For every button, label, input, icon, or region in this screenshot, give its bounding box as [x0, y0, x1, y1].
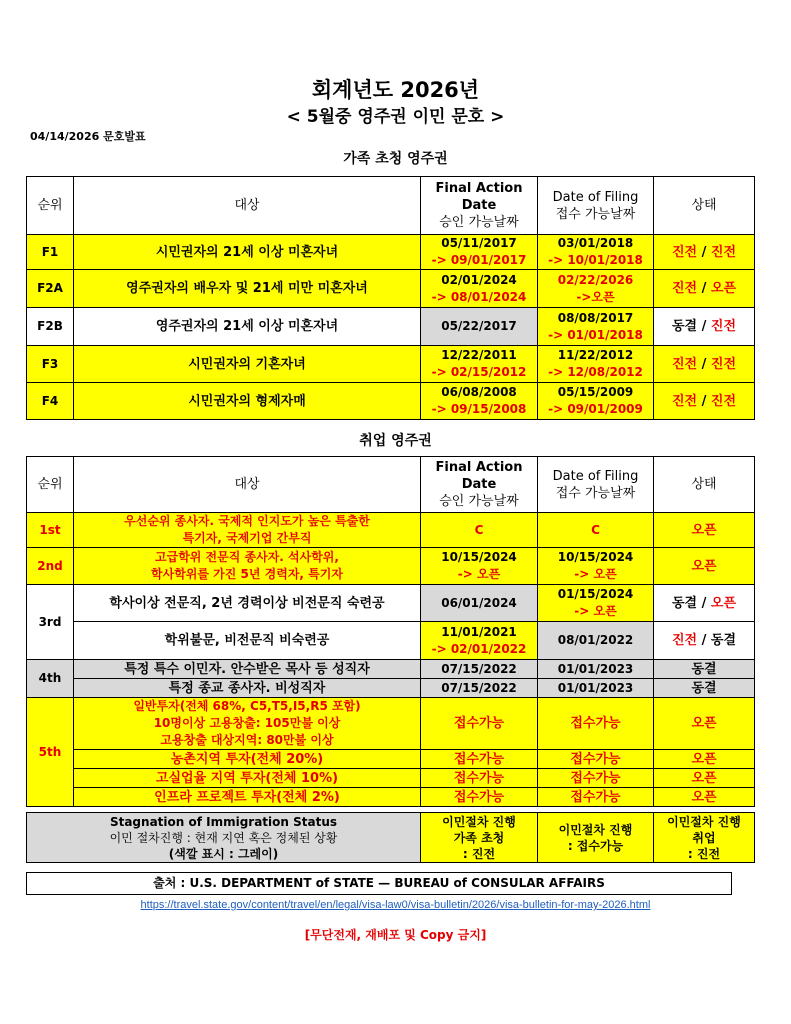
dof-cell: 08/01/2022 — [538, 622, 654, 660]
family-table — [26, 176, 755, 420]
table-row — [27, 698, 755, 750]
table-row — [27, 788, 755, 807]
dof-cell: 01/01/2023 — [538, 679, 654, 698]
table-row — [27, 622, 755, 660]
stagnation-legend-table — [26, 812, 755, 863]
status-cell: 진전 / 오픈 — [654, 270, 755, 308]
status-cell: 오픈 — [654, 788, 755, 807]
target-cell: 영주권자의 배우자 및 21세 미만 미혼자녀 — [74, 270, 421, 308]
rank-cell: 5th — [27, 698, 74, 807]
dof-cell: 01/15/2024 -> 오픈 — [538, 585, 654, 622]
table-row — [27, 346, 755, 383]
rank-header: 순위 — [27, 177, 74, 235]
rank-cell: 1st — [27, 513, 74, 548]
dof-header: Date of Filing 접수 가능날짜 — [538, 177, 654, 235]
table-row — [27, 585, 755, 622]
fad-cell: 05/22/2017 — [421, 308, 538, 346]
rank-cell: 3rd — [27, 585, 74, 660]
dof-cell: 접수가능 — [538, 788, 654, 807]
fad-cell: 05/11/2017 -> 09/01/2017 — [421, 235, 538, 270]
status-header: 상태 — [654, 177, 755, 235]
legend-employment-progress: 이민절차 진행 취업 : 진전 — [654, 813, 755, 863]
target-cell: 인프라 프로젝트 투자(전체 2%) — [74, 788, 421, 807]
fad-cell: 접수가능 — [421, 769, 538, 788]
fad-cell: 접수가능 — [421, 788, 538, 807]
table-row — [27, 513, 755, 548]
target-cell: 우선순위 종사자. 국제적 인지도가 높은 특출한 특기자, 국제기업 간부직 — [74, 513, 421, 548]
target-cell: 학사이상 전문직, 2년 경력이상 비전문직 숙련공 — [74, 585, 421, 622]
announce-date: 04/14/2026 문호발표 — [30, 130, 146, 143]
copyright-notice: [무단전재, 재배포 및 Copy 금지] — [304, 928, 487, 942]
table-row — [27, 750, 755, 769]
status-cell: 진전 / 동결 — [654, 622, 755, 660]
fad-cell: 07/15/2022 — [421, 679, 538, 698]
target-cell: 시민권자의 21세 이상 미혼자녀 — [74, 235, 421, 270]
rank-cell: F1 — [27, 235, 74, 270]
rank-cell: F4 — [27, 383, 74, 420]
fad-cell: 02/01/2024 -> 08/01/2024 — [421, 270, 538, 308]
table-row — [27, 660, 755, 679]
target-cell: 농촌지역 투자(전체 20%) — [74, 750, 421, 769]
target-cell: 특정 종교 종사자. 비성직자 — [74, 679, 421, 698]
status-cell: 동결 / 진전 — [654, 308, 755, 346]
status-cell: 동결 — [654, 660, 755, 679]
fad-header: Final Action Date 승인 가능날짜 — [421, 177, 538, 235]
dof-cell: 03/01/2018 -> 10/01/2018 — [538, 235, 654, 270]
legend-row — [27, 813, 755, 863]
dof-cell: 접수가능 — [538, 698, 654, 750]
dof-cell: 11/22/2012 -> 12/08/2012 — [538, 346, 654, 383]
dof-cell: 02/22/2026 ->오픈 — [538, 270, 654, 308]
page-title: 회계년도 2026년 — [311, 78, 480, 102]
page-subtitle: < 5월중 영주권 이민 문호 > — [286, 107, 505, 127]
status-cell: 동결 — [654, 679, 755, 698]
dof-cell: 접수가능 — [538, 769, 654, 788]
rank-cell: 2nd — [27, 548, 74, 585]
fad-cell: 07/15/2022 — [421, 660, 538, 679]
source-link[interactable]: https://travel.state.gov/content/travel/en/legal/visa-law0/visa-bulletin/2026/visa-bulletin-for-may-2026.html — [140, 899, 651, 911]
table-row — [27, 235, 755, 270]
rank-header: 순위 — [27, 457, 74, 513]
target-cell: 시민권자의 형제자매 — [74, 383, 421, 420]
table-row — [27, 383, 755, 420]
rank-cell: 4th — [27, 660, 74, 698]
status-cell: 오픈 — [654, 769, 755, 788]
fad-cell: 06/08/2008 -> 09/15/2008 — [421, 383, 538, 420]
employment-section-title: 취업 영주권 — [359, 433, 432, 449]
stagnation-legend: Stagnation of Immigration Status 이민 절차진행 : 현재 지연 혹은 정체된 상황 (색깔 표시 : 그레이) — [27, 813, 421, 863]
status-cell: 진전 / 진전 — [654, 235, 755, 270]
status-header: 상태 — [654, 457, 755, 513]
dof-cell: 접수가능 — [538, 750, 654, 769]
fad-cell: 접수가능 — [421, 698, 538, 750]
employment-table — [26, 456, 755, 807]
status-cell: 동결 / 오픈 — [654, 585, 755, 622]
table-row — [27, 548, 755, 585]
fad-cell: 06/01/2024 — [421, 585, 538, 622]
target-cell: 일반투자(전체 68%, C5,T5,I5,R5 포함) 10명이상 고용창출: 105만불 이상 고용창출 대상지역: 80만불 이상 — [74, 698, 421, 750]
table-row — [27, 270, 755, 308]
dof-header: Date of Filing 접수 가능날짜 — [538, 457, 654, 513]
target-cell: 고급학위 전문직 종사자. 석사학위, 학사학위를 가진 5년 경력자, 특기자 — [74, 548, 421, 585]
fad-cell: 접수가능 — [421, 750, 538, 769]
rank-cell: F2A — [27, 270, 74, 308]
table-row — [27, 769, 755, 788]
family-header-row — [27, 177, 755, 235]
fad-cell: 10/15/2024 -> 오픈 — [421, 548, 538, 585]
dof-cell: 08/08/2017 -> 01/01/2018 — [538, 308, 654, 346]
status-cell: 오픈 — [654, 750, 755, 769]
status-cell: 오픈 — [654, 513, 755, 548]
target-cell: 시민권자의 기혼자녀 — [74, 346, 421, 383]
legend-filing-available: 이민절차 진행 : 접수가능 — [538, 813, 654, 863]
status-cell: 오픈 — [654, 698, 755, 750]
fad-header: Final Action Date 승인 가능날짜 — [421, 457, 538, 513]
rank-cell: F3 — [27, 346, 74, 383]
fad-cell: 12/22/2011 -> 02/15/2012 — [421, 346, 538, 383]
target-header: 대상 — [74, 457, 421, 513]
rank-cell: F2B — [27, 308, 74, 346]
employment-header-row — [27, 457, 755, 513]
table-row — [27, 308, 755, 346]
dof-cell: 05/15/2009 -> 09/01/2009 — [538, 383, 654, 420]
fad-cell: 11/01/2021 -> 02/01/2022 — [421, 622, 538, 660]
target-cell: 학위불문, 비전문직 비숙련공 — [74, 622, 421, 660]
legend-family-progress: 이민절차 진행 가족 초청 : 진전 — [421, 813, 538, 863]
source-note: 출처 : U.S. DEPARTMENT of STATE — BUREAU of CONSULAR AFFAIRS — [26, 872, 732, 895]
status-cell: 진전 / 진전 — [654, 346, 755, 383]
status-cell: 진전 / 진전 — [654, 383, 755, 420]
target-cell: 고실업율 지역 투자(전체 10%) — [74, 769, 421, 788]
dof-cell: 10/15/2024 -> 오픈 — [538, 548, 654, 585]
status-cell: 오픈 — [654, 548, 755, 585]
table-row — [27, 679, 755, 698]
dof-cell: 01/01/2023 — [538, 660, 654, 679]
target-cell: 특정 특수 이민자. 안수받은 목사 등 성직자 — [74, 660, 421, 679]
target-header: 대상 — [74, 177, 421, 235]
fad-cell: C — [421, 513, 538, 548]
dof-cell: C — [538, 513, 654, 548]
target-cell: 영주권자의 21세 이상 미혼자녀 — [74, 308, 421, 346]
family-section-title: 가족 초청 영주권 — [343, 151, 448, 167]
